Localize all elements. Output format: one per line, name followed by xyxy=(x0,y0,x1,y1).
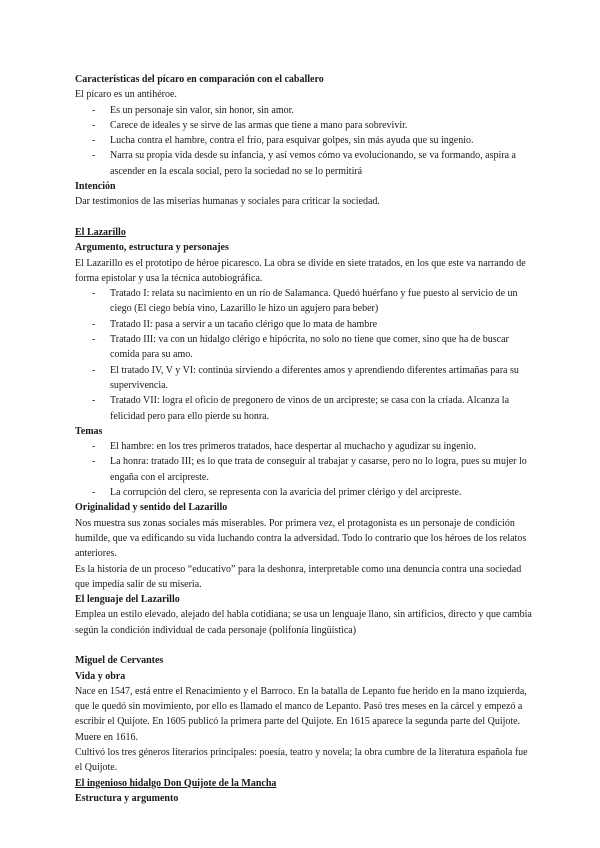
originalidad-heading: Originalidad y sentido del Lazarillo xyxy=(75,502,228,514)
list-item: - Narra su propia vida desde su infancia, y así vemos cómo va evolucionando, se va formando, aspira a ascender en la escala social, pero la sociedad no se lo permitirá xyxy=(92,150,516,177)
temas-list xyxy=(75,439,535,500)
tratados-list xyxy=(75,286,535,424)
picaro-list xyxy=(75,103,535,179)
list-item: - Tratado I: relata su nacimiento en un río de Salamanca. Quedó huérfano y fue puesto al servicio de un ciego (El ciego bebía vino, Lazarillo le hizo un agujero para beber) xyxy=(92,288,518,315)
intencion-text: Dar testimonios de las miserias humanas y sociales para criticar la sociedad. xyxy=(75,196,380,208)
lenguaje-heading: El lenguaje del Lazarillo xyxy=(75,594,180,606)
list-item: - Tratado II: pasa a servir a un tacaño clérigo que lo mata de hambre xyxy=(92,318,378,330)
list-item: - La honra: tratado III; es lo que trata de conseguir al trabajar y casarse, pero no lo logra, pues su mujer lo engaña con el arcipreste. xyxy=(92,456,527,483)
list-item: - Lucha contra el hambre, contra el frío, para esquivar golpes, sin más ayuda que su ingenio. xyxy=(92,135,474,147)
intencion-heading: Intención xyxy=(75,181,116,193)
vida-heading: Vida y obra xyxy=(75,670,126,682)
list-item: - Carece de ideales y se sirve de las armas que tiene a mano para sobrevivir. xyxy=(92,119,408,131)
list-item: - Es un personaje sin valor, sin honor, sin amor. xyxy=(92,104,294,116)
list-item: - El hambre: en los tres primeros tratados, hace despertar al muchacho y agudizar su ingenio. xyxy=(92,441,476,453)
originalidad-paragraph: Nos muestra sus zonas sociales más miserables. Por primera vez, el protagonista es un personaje de condición humilde, que va edificando su vida luchando contra la adversidad. Todo lo contrario que los héroes de los relatos anteriores. xyxy=(75,517,527,560)
picaro-heading: Características del pícaro en comparación con el caballero xyxy=(75,74,324,85)
temas-heading: Temas xyxy=(75,425,103,437)
picaro-intro: El pícaro es un antihéroe. xyxy=(75,89,177,101)
vida-paragraph: Nace en 1547, está entre el Renacimiento y el Barroco. En la batalla de Lepanto fue herido en la mano izquierda, que le quedó sin movimiento, por ello es llamado el manco de Lepanto. Pasó tres meses en la cárcel y empezó a escribir el Quijote. En 1605 publicó la primera parte del Quijote. En 1615 aparece la segunda parte del Quijote. Muere en 1616. xyxy=(75,685,527,743)
document-page xyxy=(75,72,535,806)
cervantes-heading: Miguel de Cervantes xyxy=(75,655,164,667)
lenguaje-text: Emplea un estilo elevado, alejado del habla cotidiana; se usa un lenguaje llano, sin artificios, directo y que cambia según la condición individual de cada personaje (polifonía lingüística) xyxy=(75,609,532,636)
argumento-heading: Argumento, estructura y personajes xyxy=(75,242,229,254)
originalidad-paragraph: Es la historia de un proceso “educativo” para la deshonra, interpretable como una denuncia contra una sociedad que impedía salir de su miseria. xyxy=(75,563,522,590)
estructura-heading: Estructura y argumento xyxy=(75,792,179,804)
quijote-title: El ingenioso hidalgo Don Quijote de la Mancha xyxy=(75,777,277,789)
lazarillo-title: El Lazarillo xyxy=(75,226,126,238)
list-item: - El tratado IV, V y VI: continúa sirviendo a diferentes amos y aprendiendo diferentes artimañas para su supervivencia. xyxy=(92,364,519,391)
list-item: - Tratado VII: logra el oficio de pregonero de vinos de un arcipreste; se casa con la criada. Alcanza la felicidad pero para ello pierde su honra. xyxy=(92,395,510,422)
list-item: - La corrupción del clero, se representa con la avaricia del primer clérigo y del arcipreste. xyxy=(92,487,462,499)
argumento-text: El Lazarillo es el prototipo de héroe picaresco. La obra se divide en siete tratados, en los que este va narrando de forma epistolar y usa la técnica autobiográfica. xyxy=(75,257,526,284)
vida-paragraph: Cultivó los tres géneros literarios principales: poesía, teatro y novela; la obra cumbre de la literatura española fue el Quijote. xyxy=(75,747,528,774)
list-item: - Tratado III: va con un hidalgo clérigo e hipócrita, no solo no tiene que comer, sino que ha de buscar comida para su amo. xyxy=(92,334,509,361)
